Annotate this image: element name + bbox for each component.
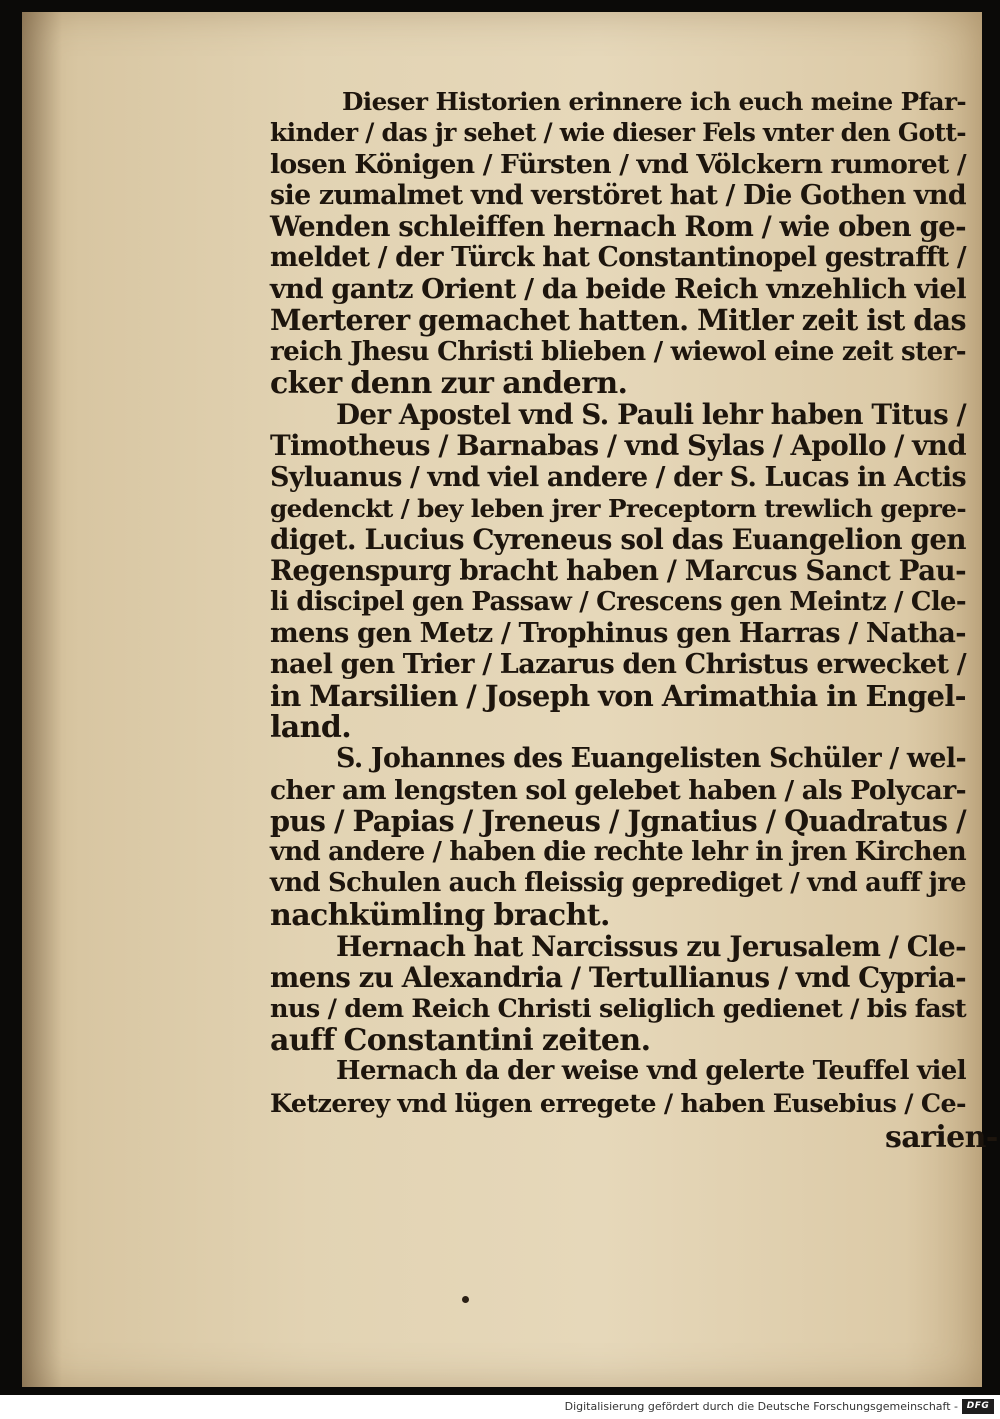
- text-line: Hernach hat Narcissus zu Jerusalem / Cle-: [336, 930, 966, 964]
- text-line: Dieser Historien erinnere ich euch meine Pfar-: [342, 87, 966, 116]
- text-line: Timotheus / Barnabas / vnd Sylas / Apollo / vnd: [270, 429, 966, 463]
- text-line: diget. Lucius Cyreneus sol das Euangelion gen: [270, 523, 966, 557]
- text-line: vnd Schulen auch fleissig geprediget / vnd auff jre: [270, 868, 966, 899]
- text-line: mens gen Metz / Trophinus gen Harras / Natha-: [270, 617, 966, 650]
- text-line: reich Jhesu Christi blieben / wiewol eine zeit ster-: [270, 336, 966, 368]
- text-line: Regenspurg bracht haben / Marcus Sanct Pau-: [270, 554, 966, 588]
- text-line: Der Apostel vnd S. Pauli lehr haben Titus /: [336, 397, 966, 431]
- text-line: nael gen Trier / Lazarus den Christus erwecket /: [270, 649, 966, 681]
- text-line: Ketzerey vnd lügen erregete / haben Eusebius / Ce-: [270, 1087, 966, 1118]
- signature-dot: [462, 1296, 469, 1303]
- text-line: mens zu Alexandria / Tertullianus / vnd Cypria-: [270, 961, 966, 995]
- text-line: nus / dem Reich Christi seliglich gedienet / bis fast: [270, 993, 966, 1024]
- text-line: meldet / der Türck hat Constantinopel gestrafft /: [270, 242, 966, 274]
- text-line: land.: [270, 709, 352, 745]
- text-line: vnd andere / haben die rechte lehr in jren Kirchen: [270, 837, 966, 868]
- text-line: cher am lengsten sol gelebet haben / als Polycar-: [270, 774, 966, 806]
- footer-bar: [0, 1395, 1000, 1419]
- text-line: li discipel gen Passaw / Crescens gen Meintz / Cle-: [270, 586, 966, 617]
- text-line: pus / Papias / Jreneus / Jgnatius / Quadratus /: [270, 803, 966, 838]
- gutter-shadow: [22, 12, 62, 1387]
- text-line: sie zumalmet vnd verstöret hat / Die Gothen vnd: [270, 179, 966, 211]
- text-line: losen Königen / Fürsten / vnd Völckern rumoret /: [270, 148, 966, 180]
- text-line: Hernach da der weise vnd gelerte Teuffel viel: [336, 1056, 966, 1087]
- text-line: cker denn zur andern.: [270, 365, 628, 401]
- text-line: gedenckt / bey leben jrer Preceptorn trewlich gepre-: [270, 493, 966, 523]
- text-line: auff Constantini zeiten.: [270, 1022, 651, 1058]
- dfg-logo: DFG: [962, 1399, 994, 1414]
- page-text: [270, 86, 966, 1119]
- text-line: S. Johannes des Euangelisten Schüler / wel-: [336, 743, 966, 775]
- text-line: Syluanus / vnd viel andere / der S. Lucas in Actis: [270, 461, 966, 493]
- text-line: Merterer gemachet hatten. Mitler zeit ist das: [270, 303, 966, 338]
- catchword: sarien-: [885, 1120, 998, 1155]
- text-line: in Marsilien / Joseph von Arimathia in Engel-: [270, 678, 966, 713]
- text-line: kinder / das jr sehet / wie dieser Fels vnter den Gott-: [270, 118, 966, 148]
- text-line: Wenden schleiffen hernach Rom / wie oben ge-: [270, 210, 966, 244]
- footer-credit: Digitalisierung gefördert durch die Deutsche Forschungsgemeinschaft -: [564, 1400, 958, 1413]
- text-line: nachkümling bracht.: [270, 897, 610, 933]
- text-line: vnd gantz Orient / da beide Reich vnzehlich viel: [270, 272, 966, 305]
